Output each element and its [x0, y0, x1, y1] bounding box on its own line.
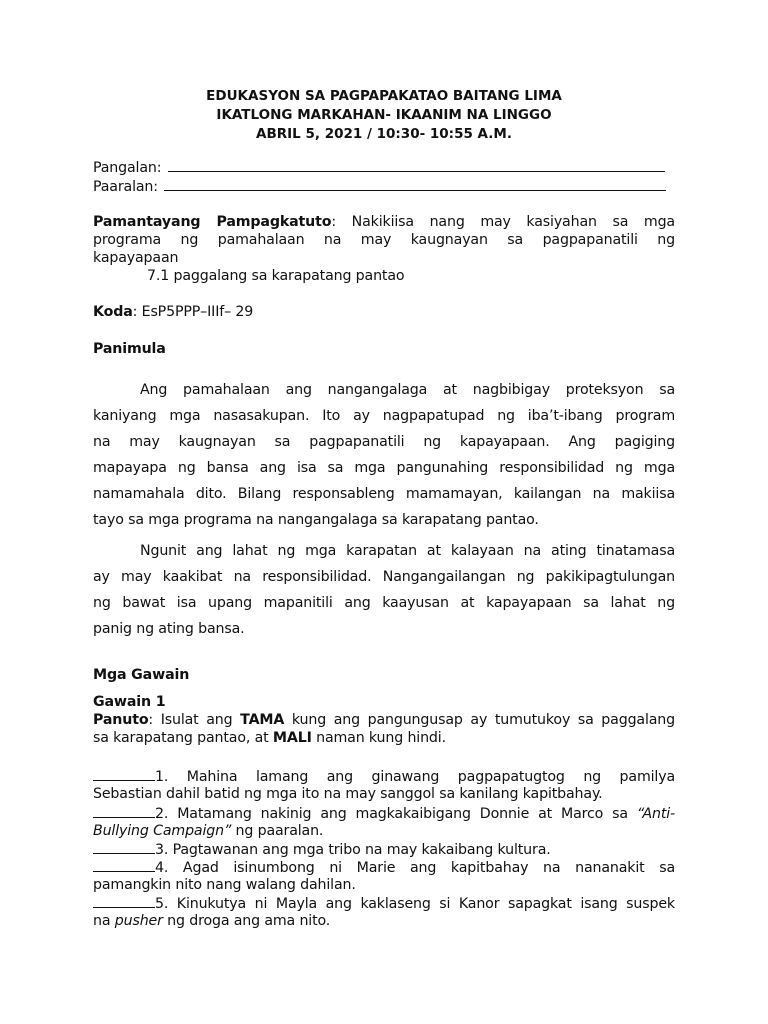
activity-1-heading: Gawain 1	[93, 694, 166, 710]
answer-blank-1[interactable]	[93, 768, 155, 781]
standard-label: Pamantayang Pampagkatuto	[93, 214, 332, 230]
code-value: EsP5PPP–IIIf– 29	[141, 304, 254, 320]
name-field[interactable]	[93, 159, 665, 176]
item-3-line	[93, 841, 551, 858]
intro-p2-line: ay may kaakibat na responsibilidad. Nangangailangan ng pakikipagtulungan	[93, 569, 675, 585]
standard-line-3: kapayapaan	[93, 250, 179, 266]
item-1-line-2: Sebastian dahil batid ng mga ito na may sanggol sa kanilang kapitbahay.	[93, 786, 603, 802]
item-3-text: 3. Pagtawanan ang mga tribo na may kakaibang kultura.	[155, 842, 551, 858]
intro-heading: Panimula	[93, 341, 166, 357]
item-5-emphasis: pusher	[114, 913, 163, 929]
item-5-line-1	[93, 895, 675, 912]
item-2-line-2	[93, 823, 323, 839]
directions-text: Isulat ang	[160, 712, 241, 728]
answer-blank-5[interactable]	[93, 895, 155, 908]
standard-line-1: Pamantayang Pampagkatuto: Nakikiisa nang may kasiyahan sa mga	[93, 214, 675, 230]
school-field[interactable]	[93, 178, 666, 195]
directions-label: Panuto	[93, 712, 149, 728]
item-5-text: na	[93, 913, 115, 929]
intro-p1-line: Ang pamahalaan ang nangangalaga at nagbibigay proteksyon sa	[140, 382, 675, 398]
item-4-line-1	[93, 859, 675, 876]
directions-text: kung ang pangungusap ay tumutukoy sa paggalang	[284, 712, 676, 728]
item-5-text: ng droga ang ama nito.	[162, 913, 331, 929]
item-1-text: 1. Mahina lamang ang ginawang pagpapatugtog ng pamilya	[155, 769, 675, 785]
code-line: Koda: EsP5PPP–IIIf– 29	[93, 304, 254, 320]
name-label: Pangalan:	[93, 160, 162, 176]
activities-heading: Mga Gawain	[93, 667, 190, 683]
directions-line-2	[93, 730, 446, 746]
mali-keyword: MALI	[272, 730, 312, 746]
answer-blank-4[interactable]	[93, 859, 155, 872]
standard-text-1: Nakikiisa nang may kasiyahan sa mga	[351, 214, 675, 230]
directions-text: naman kung hindi.	[311, 730, 446, 746]
intro-p1-line: mapayapa ng bansa ang isa sa mga pangunahing responsibilidad ng mga	[93, 460, 675, 476]
standard-line-2: programa ng pamahalaan na may kaugnayan sa pagpapanatili ng	[93, 232, 675, 248]
directions-line-1: Panuto: Isulat ang TAMA kung ang pangungusap ay tumutukoy sa paggalang	[93, 712, 676, 728]
item-2-line-1	[93, 805, 675, 822]
intro-p1-line: kaniyang mga nasasakupan. Ito ay nagpapatupad ng iba’t-ibang program	[93, 408, 675, 424]
intro-p2-line: ng bawat isa upang mapanitili ang kaayusan at kapayapaan sa lahat ng	[93, 595, 675, 611]
item-2-text: 2. Matamang nakinig ang magkakaibigang Donnie at Marco sa	[155, 806, 637, 822]
item-4-text: 4. Agad isinumbong ni Marie ang kapitbahay na nananakit sa	[155, 860, 675, 876]
item-4-line-2: pamangkin nito nang walang dahilan.	[93, 877, 356, 893]
intro-p2-line: Ngunit ang lahat ng mga karapatan at kalayaan na ating tinatamasa	[140, 543, 675, 559]
item-1-line-1	[93, 768, 675, 785]
item-2-text: ng paaralan.	[231, 823, 324, 839]
directions-text: sa karapatang pantao, at	[93, 730, 273, 746]
school-blank[interactable]	[164, 178, 666, 191]
header-quarter: IKATLONG MARKAHAN- IKAANIM NA LINGGO	[216, 107, 552, 123]
tama-keyword: TAMA	[240, 712, 285, 728]
answer-blank-3[interactable]	[93, 841, 155, 854]
item-2-emphasis: Bullying Campaign”	[93, 823, 232, 839]
name-blank[interactable]	[168, 159, 665, 172]
competency: 7.1 paggalang sa karapatang pantao	[147, 268, 405, 284]
code-label: Koda	[93, 304, 133, 320]
item-5-line-2	[93, 913, 330, 929]
answer-blank-2[interactable]	[93, 805, 155, 818]
school-label: Paaralan:	[93, 179, 158, 195]
header-title: EDUKASYON SA PAGPAPAKATAO BAITANG LIMA	[206, 88, 562, 104]
intro-p2-line: panig ng ating bansa.	[93, 621, 245, 637]
header-date: ABRIL 5, 2021 / 10:30- 10:55 A.M.	[256, 126, 512, 142]
item-5-text: 5. Kinukutya ni Mayla ang kaklaseng si Kanor sapagkat isang suspek	[155, 896, 675, 912]
intro-p1-line: tayo sa mga programa na nangangalaga sa karapatang pantao.	[93, 512, 539, 528]
intro-p1-line: namamahala dito. Bilang responsableng mamamayan, kailangan na makiisa	[93, 486, 675, 502]
item-2-emphasis: “Anti-	[636, 806, 675, 822]
intro-p1-line: na may kaugnayan sa pagpapanatili ng kapayapaan. Ang pagiging	[93, 434, 675, 450]
